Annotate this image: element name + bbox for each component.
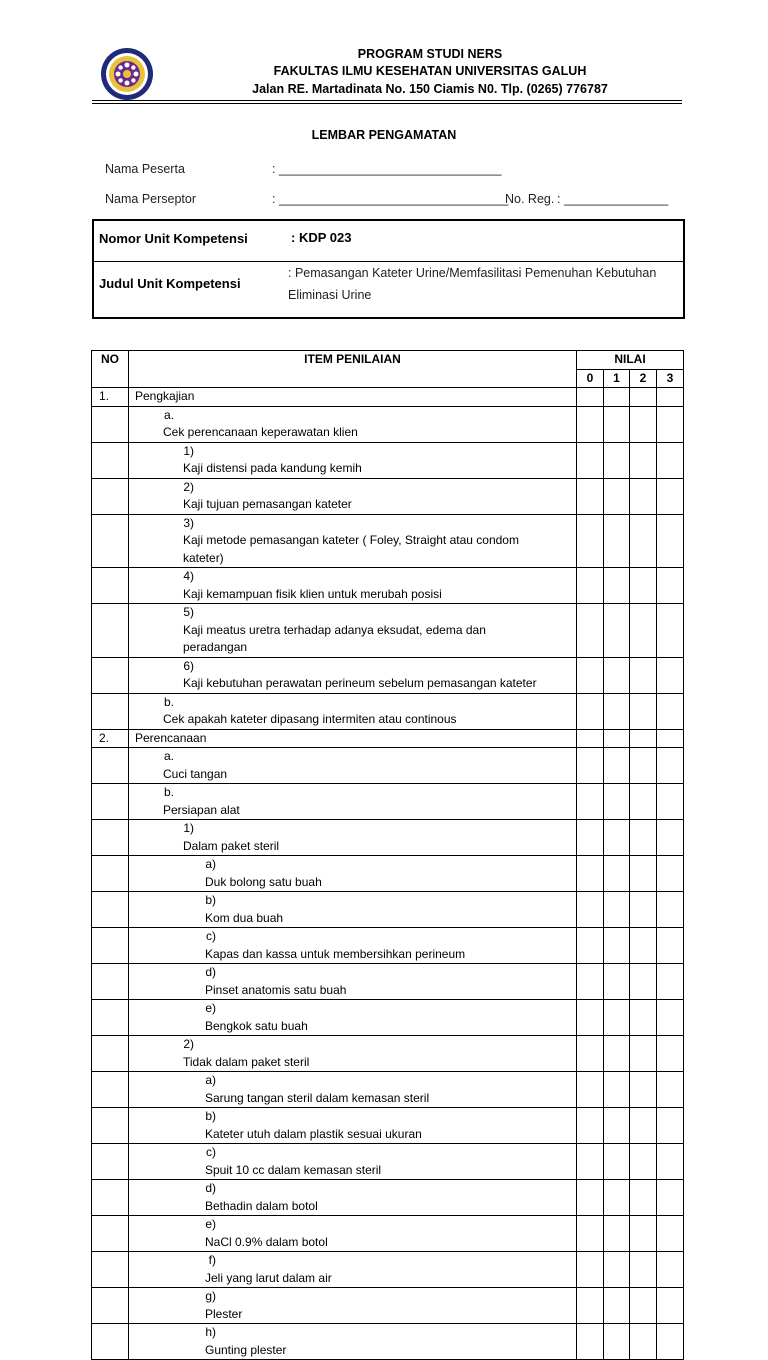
item-text: Bethadin dalam botol (205, 1198, 318, 1213)
item-text: Kaji meatus uretra terhadap adanya eksudat, edema dan peradangan (183, 622, 486, 654)
item-label: a. (163, 749, 174, 763)
score-cell-3[interactable] (657, 1288, 684, 1324)
score-cell-0[interactable] (577, 1072, 604, 1108)
item-text: Kaji kebutuhan perawatan perineum sebelum pemasangan kateter (183, 676, 537, 690)
score-cell-3[interactable] (657, 1144, 684, 1180)
score-cell-3[interactable] (657, 1324, 684, 1360)
item-text: Tidak dalam paket steril (183, 1054, 310, 1069)
perseptor-label: Nama Perseptor (105, 192, 197, 206)
item-cell (129, 729, 577, 748)
unit-number-value: : KDP 023 (291, 230, 352, 245)
table-row (92, 1216, 684, 1252)
score-cell-2[interactable] (630, 604, 657, 658)
item-label: c) (206, 1145, 216, 1159)
item-label: e) (205, 1217, 216, 1231)
item-label: a. (163, 407, 174, 422)
item-cell (129, 892, 577, 928)
score-cell-3[interactable] (657, 1180, 684, 1216)
table-row (92, 1108, 684, 1144)
unit-title-label: Judul Unit Kompetensi (99, 276, 241, 291)
score-cell-0[interactable] (577, 784, 604, 820)
item-label: a) (205, 857, 216, 871)
score-cell-3[interactable] (657, 729, 684, 748)
score-cell-1[interactable] (604, 1000, 630, 1036)
row-number (92, 1252, 129, 1288)
score-cell-1[interactable] (604, 406, 630, 442)
table-row (92, 1324, 684, 1360)
score-cell-1[interactable] (604, 514, 630, 568)
score-cell-2[interactable] (630, 406, 657, 442)
item-text: Cek apakah kateter dipasang intermiten atau continous (163, 712, 457, 726)
score-header-3: 3 (657, 369, 684, 388)
score-cell-1[interactable] (604, 784, 630, 820)
item-text: Dalam paket steril (183, 838, 280, 853)
row-number (92, 748, 129, 784)
header-rule (92, 100, 682, 101)
item-text: Duk bolong satu buah (205, 874, 322, 889)
score-cell-2[interactable] (630, 442, 657, 478)
item-cell (129, 604, 577, 658)
row-number (92, 442, 129, 478)
score-cell-1[interactable] (604, 388, 630, 407)
item-text: Plester (205, 1306, 243, 1321)
table-row (92, 784, 684, 820)
item-cell (129, 1252, 577, 1288)
row-number (92, 604, 129, 658)
score-cell-1[interactable] (604, 1144, 630, 1180)
table-row (92, 442, 684, 478)
header-rule-thin (92, 103, 682, 104)
score-cell-1[interactable] (604, 604, 630, 658)
row-number (92, 784, 129, 820)
item-cell (129, 748, 577, 784)
table-row (92, 388, 684, 407)
item-label: b. (163, 785, 174, 799)
header-item: ITEM PENILAIAN (129, 351, 577, 388)
row-number (92, 820, 129, 856)
item-cell (129, 820, 577, 856)
score-cell-1[interactable] (604, 657, 630, 693)
score-cell-0[interactable] (577, 892, 604, 928)
table-row (92, 478, 684, 514)
item-text: Kateter utuh dalam plastik sesuai ukuran (205, 1126, 422, 1141)
score-cell-2[interactable] (630, 657, 657, 693)
score-cell-1[interactable] (604, 892, 630, 928)
score-cell-3[interactable] (657, 856, 684, 892)
score-cell-0[interactable] (577, 442, 604, 478)
row-number (92, 1072, 129, 1108)
row-number: 2. (92, 729, 129, 748)
score-cell-0[interactable] (577, 514, 604, 568)
score-cell-1[interactable] (604, 820, 630, 856)
item-cell (129, 388, 577, 407)
item-text: Kaji metode pemasangan kateter ( Foley, Straight atau condom kateter) (183, 533, 519, 565)
item-cell (129, 693, 577, 729)
score-cell-3[interactable] (657, 1000, 684, 1036)
table-row (92, 964, 684, 1000)
table-row (92, 748, 684, 784)
score-cell-2[interactable] (630, 1108, 657, 1144)
item-label: b) (205, 1109, 216, 1123)
item-label: 4) (183, 569, 194, 583)
unit-title-value-cont: Eliminasi Urine (288, 288, 372, 302)
item-label: d) (205, 965, 216, 979)
score-cell-2[interactable] (630, 1036, 657, 1072)
table-row (92, 1072, 684, 1108)
score-cell-3[interactable] (657, 892, 684, 928)
item-label: b. (163, 694, 174, 709)
score-cell-0[interactable] (577, 729, 604, 748)
score-cell-0[interactable] (577, 1108, 604, 1144)
row-number (92, 657, 129, 693)
unit-divider (94, 261, 683, 262)
score-cell-3[interactable] (657, 388, 684, 407)
item-label: d) (205, 1181, 216, 1195)
item-cell (129, 657, 577, 693)
score-cell-0[interactable] (577, 478, 604, 514)
unit-title-value: : Pemasangan Kateter Urine/Memfasilitasi Pemenuhan Kebutuhan (288, 266, 657, 280)
row-number (92, 1216, 129, 1252)
item-text: Persiapan alat (163, 802, 240, 817)
row-number (92, 1108, 129, 1144)
score-cell-2[interactable] (630, 820, 657, 856)
score-cell-1[interactable] (604, 478, 630, 514)
item-cell (129, 406, 577, 442)
score-cell-0[interactable] (577, 568, 604, 604)
score-cell-1[interactable] (604, 1288, 630, 1324)
perseptor-field[interactable]: : _________________________________ (272, 192, 509, 206)
score-cell-3[interactable] (657, 784, 684, 820)
row-number (92, 892, 129, 928)
row-number (92, 1000, 129, 1036)
item-cell (129, 568, 577, 604)
score-cell-2[interactable] (630, 729, 657, 748)
item-cell (129, 1036, 577, 1072)
table-row (92, 928, 684, 964)
score-cell-3[interactable] (657, 820, 684, 856)
score-cell-2[interactable] (630, 748, 657, 784)
item-label: 5) (183, 605, 194, 619)
score-cell-0[interactable] (577, 1144, 604, 1180)
item-cell (129, 1108, 577, 1144)
score-cell-3[interactable] (657, 1108, 684, 1144)
score-cell-0[interactable] (577, 1252, 604, 1288)
score-cell-1[interactable] (604, 1180, 630, 1216)
table-row (92, 1000, 684, 1036)
score-cell-3[interactable] (657, 1252, 684, 1288)
score-cell-0[interactable] (577, 1036, 604, 1072)
item-text: Pinset anatomis satu buah (205, 982, 347, 997)
score-cell-0[interactable] (577, 964, 604, 1000)
item-cell (129, 928, 577, 964)
score-cell-3[interactable] (657, 478, 684, 514)
item-label: c) (206, 929, 216, 943)
item-cell (129, 478, 577, 514)
score-cell-0[interactable] (577, 1288, 604, 1324)
item-cell (129, 1180, 577, 1216)
score-cell-3[interactable] (657, 568, 684, 604)
item-label: e) (205, 1001, 216, 1015)
row-number (92, 928, 129, 964)
score-cell-3[interactable] (657, 406, 684, 442)
item-text: Perencanaan (135, 730, 207, 745)
table-row (92, 604, 684, 658)
score-cell-0[interactable] (577, 856, 604, 892)
item-text: Jeli yang larut dalam air (205, 1270, 332, 1285)
score-cell-0[interactable] (577, 928, 604, 964)
score-cell-0[interactable] (577, 1180, 604, 1216)
item-cell (129, 1072, 577, 1108)
assessment-table (91, 350, 684, 1360)
score-cell-2[interactable] (630, 1252, 657, 1288)
item-text: Spuit 10 cc dalam kemasan steril (205, 1162, 382, 1177)
item-label: 1) (183, 443, 194, 458)
score-cell-1[interactable] (604, 928, 630, 964)
header-nilai: NILAI (577, 351, 684, 370)
row-number (92, 1288, 129, 1324)
table-row (92, 1180, 684, 1216)
item-label: a) (205, 1073, 216, 1087)
score-cell-3[interactable] (657, 964, 684, 1000)
score-cell-2[interactable] (630, 1324, 657, 1360)
table-row (92, 1288, 684, 1324)
row-number (92, 1036, 129, 1072)
score-cell-0[interactable] (577, 748, 604, 784)
item-cell (129, 1000, 577, 1036)
row-number: 1. (92, 388, 129, 407)
score-header-2: 2 (630, 369, 657, 388)
table-row (92, 1252, 684, 1288)
score-cell-1[interactable] (604, 1324, 630, 1360)
table-row (92, 892, 684, 928)
item-cell (129, 1144, 577, 1180)
row-number (92, 693, 129, 729)
item-cell (129, 784, 577, 820)
table-row (92, 514, 684, 568)
score-cell-3[interactable] (657, 1036, 684, 1072)
table-row (92, 657, 684, 693)
score-cell-2[interactable] (630, 1288, 657, 1324)
item-label: f) (208, 1253, 216, 1267)
item-label: 1) (183, 821, 194, 835)
item-text: Kapas dan kassa untuk membersihkan perineum (205, 946, 466, 961)
item-cell (129, 514, 577, 568)
item-cell (129, 1324, 577, 1360)
score-cell-0[interactable] (577, 604, 604, 658)
score-cell-3[interactable] (657, 442, 684, 478)
score-cell-2[interactable] (630, 892, 657, 928)
noreg-field[interactable]: : _______________ (557, 192, 669, 206)
score-header-0: 0 (577, 369, 604, 388)
score-cell-1[interactable] (604, 1108, 630, 1144)
table-row (92, 568, 684, 604)
score-cell-2[interactable] (630, 693, 657, 729)
item-label: 6) (183, 658, 194, 673)
score-cell-0[interactable] (577, 1000, 604, 1036)
row-number (92, 1324, 129, 1360)
score-cell-3[interactable] (657, 514, 684, 568)
item-cell (129, 1216, 577, 1252)
score-cell-2[interactable] (630, 784, 657, 820)
peserta-label: Nama Peserta (105, 162, 185, 176)
table-row (92, 856, 684, 892)
item-text: Kaji tujuan pemasangan kateter (183, 497, 352, 511)
item-label: g) (205, 1289, 216, 1303)
row-number (92, 856, 129, 892)
table-row (92, 1144, 684, 1180)
item-label: 3) (183, 515, 194, 530)
row-number (92, 964, 129, 1000)
header-no: NO (92, 351, 129, 388)
item-cell (129, 856, 577, 892)
score-cell-1[interactable] (604, 693, 630, 729)
table-row (92, 406, 684, 442)
program-name: PROGRAM STUDI NERS (357, 47, 503, 61)
score-header-1: 1 (604, 369, 630, 388)
item-label: 2) (183, 1037, 194, 1051)
score-cell-1[interactable] (604, 442, 630, 478)
score-cell-1[interactable] (604, 729, 630, 748)
score-cell-3[interactable] (657, 657, 684, 693)
table-row (92, 693, 684, 729)
item-cell (129, 1288, 577, 1324)
score-cell-1[interactable] (604, 1216, 630, 1252)
unit-competency-box (92, 219, 685, 319)
item-cell (129, 964, 577, 1000)
score-cell-0[interactable] (577, 1324, 604, 1360)
row-number (92, 1180, 129, 1216)
score-cell-2[interactable] (630, 478, 657, 514)
score-cell-1[interactable] (604, 964, 630, 1000)
score-cell-2[interactable] (630, 928, 657, 964)
score-cell-1[interactable] (604, 1036, 630, 1072)
score-cell-2[interactable] (630, 568, 657, 604)
item-text: Kaji kemampuan fisik klien untuk merubah posisi (183, 586, 442, 601)
peserta-field[interactable]: : ________________________________ (272, 162, 502, 176)
score-cell-1[interactable] (604, 748, 630, 784)
item-text: Gunting plester (205, 1342, 287, 1357)
item-text: Bengkok satu buah (205, 1018, 308, 1033)
score-cell-3[interactable] (657, 748, 684, 784)
score-cell-0[interactable] (577, 657, 604, 693)
item-cell (129, 442, 577, 478)
faculty-name: FAKULTAS ILMU KESEHATAN UNIVERSITAS GALUH (273, 64, 587, 78)
score-cell-1[interactable] (604, 1252, 630, 1288)
address-line: Jalan RE. Martadinata No. 150 Ciamis N0. Tlp. (0265) 776787 (252, 82, 608, 96)
university-logo (99, 46, 155, 102)
item-text: Sarung tangan steril dalam kemasan steril (205, 1090, 430, 1105)
score-cell-2[interactable] (630, 1072, 657, 1108)
score-cell-1[interactable] (604, 568, 630, 604)
item-label: 2) (183, 479, 194, 494)
item-text: Kaji distensi pada kandung kemih (183, 461, 362, 475)
item-text: NaCl 0.9% dalam botol (205, 1234, 328, 1249)
score-cell-2[interactable] (630, 1180, 657, 1216)
row-number (92, 514, 129, 568)
row-number (92, 568, 129, 604)
score-cell-3[interactable] (657, 1216, 684, 1252)
noreg-label: No. Reg. (505, 192, 555, 206)
row-number (92, 478, 129, 514)
score-cell-3[interactable] (657, 928, 684, 964)
score-cell-0[interactable] (577, 693, 604, 729)
table-row (92, 1036, 684, 1072)
score-cell-2[interactable] (630, 964, 657, 1000)
score-cell-1[interactable] (604, 856, 630, 892)
item-text: Kom dua buah (205, 910, 284, 925)
score-cell-2[interactable] (630, 514, 657, 568)
score-cell-0[interactable] (577, 820, 604, 856)
table-row (92, 820, 684, 856)
score-cell-1[interactable] (604, 1072, 630, 1108)
score-cell-3[interactable] (657, 1072, 684, 1108)
score-cell-2[interactable] (630, 1000, 657, 1036)
item-text: Pengkajian (135, 389, 195, 403)
score-cell-3[interactable] (657, 693, 684, 729)
document-title: LEMBAR PENGAMATAN (311, 128, 457, 142)
score-cell-3[interactable] (657, 604, 684, 658)
score-cell-2[interactable] (630, 1216, 657, 1252)
table-row (92, 729, 684, 748)
score-cell-0[interactable] (577, 1216, 604, 1252)
item-text: Cek perencanaan keperawatan klien (163, 425, 358, 439)
score-cell-0[interactable] (577, 388, 604, 407)
item-label: h) (205, 1325, 216, 1339)
item-text: Cuci tangan (163, 766, 228, 781)
score-cell-2[interactable] (630, 388, 657, 407)
score-cell-2[interactable] (630, 856, 657, 892)
unit-number-label: Nomor Unit Kompetensi (99, 231, 248, 246)
row-number (92, 1144, 129, 1180)
item-label: b) (205, 893, 216, 907)
row-number (92, 406, 129, 442)
score-cell-0[interactable] (577, 406, 604, 442)
score-cell-2[interactable] (630, 1144, 657, 1180)
